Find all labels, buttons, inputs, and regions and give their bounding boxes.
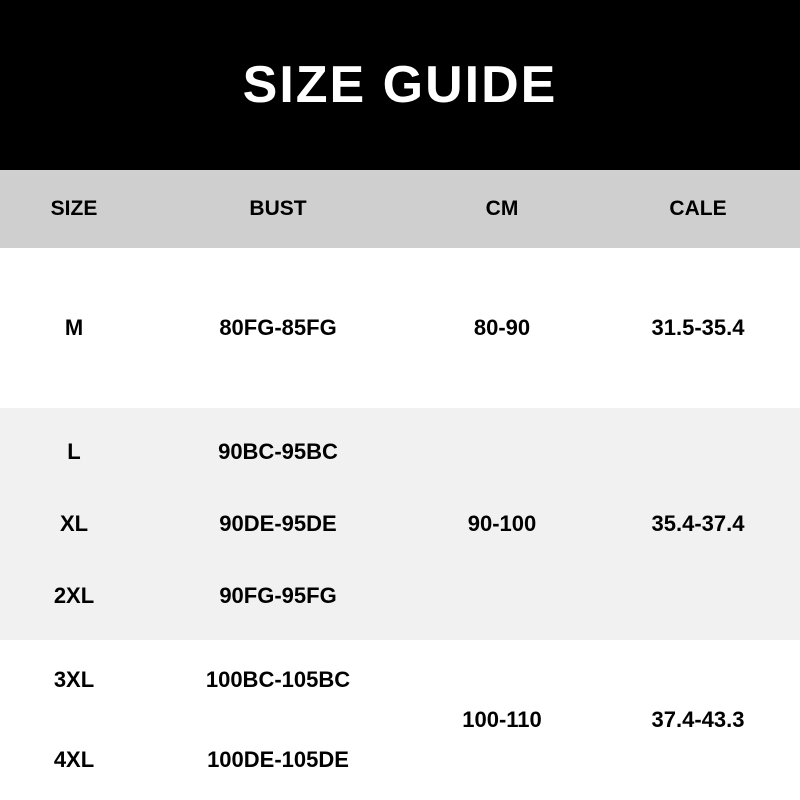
table-row (0, 416, 408, 488)
header-band (0, 0, 800, 170)
cell-size: 3XL (53, 667, 95, 692)
table-row (0, 640, 408, 720)
cell-cale: 31.5-35.4 (651, 315, 745, 340)
cell-cm: 90-100 (467, 511, 537, 536)
group-rows (0, 640, 408, 800)
cell-size: XL (59, 511, 89, 536)
cell-size: L (67, 439, 81, 464)
group-rows (0, 248, 408, 408)
cell-size: 4XL (53, 747, 95, 772)
cell-bust: 90FG-95FG (219, 583, 337, 608)
table-group (0, 408, 800, 640)
cell-size: M (64, 315, 84, 340)
cell-cm: 80-90 (473, 315, 531, 340)
page-title: SIZE GUIDE (242, 56, 558, 114)
cell-bust: 100BC-105BC (205, 667, 351, 692)
table-row (0, 560, 408, 632)
cell-bust: 90BC-95BC (218, 439, 338, 464)
group-rows (0, 408, 408, 640)
table-row (0, 720, 408, 800)
column-header-cm: CM (485, 197, 519, 220)
cell-size: 2XL (53, 583, 95, 608)
cell-bust: 90DE-95DE (219, 511, 337, 536)
table-group (0, 248, 800, 408)
column-header-bust: BUST (249, 197, 307, 220)
table-row (0, 488, 408, 560)
cell-bust: 100DE-105DE (207, 747, 349, 772)
cell-cale: 37.4-43.3 (651, 707, 745, 732)
column-header-cale: CALE (669, 197, 727, 220)
cell-cm: 100-110 (462, 707, 542, 732)
table-group (0, 640, 800, 800)
column-header-size: SIZE (50, 197, 98, 220)
table-column-header-row (0, 170, 800, 248)
cell-cale: 35.4-37.4 (651, 511, 745, 536)
cell-bust: 80FG-85FG (219, 315, 337, 340)
table-row (0, 248, 408, 408)
